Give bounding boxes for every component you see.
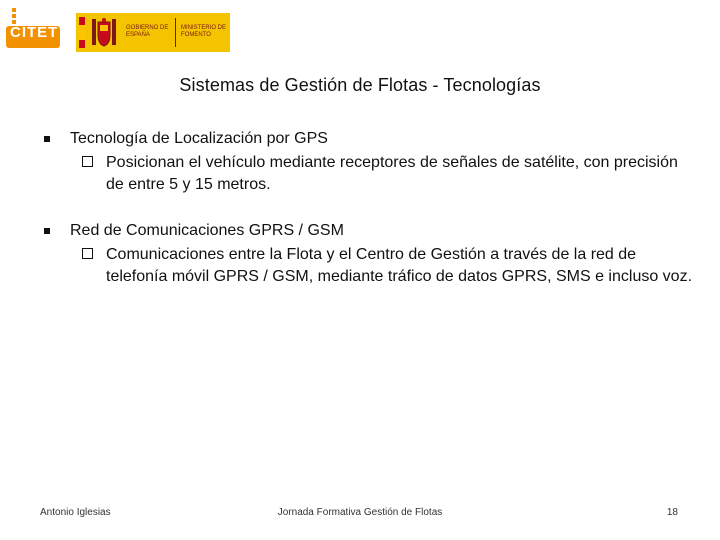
bullet-gps	[40, 128, 700, 196]
sub-bullet-text: Posicionan el vehículo mediante receptores de señales de satélite, con precisión de entre 5 y 15 metros.	[106, 154, 678, 193]
slide-title: Sistemas de Gestión de Flotas - Tecnologías	[179, 75, 541, 95]
gobierno-ministerio-logo	[76, 13, 230, 52]
checkbox-bullet-icon	[82, 248, 93, 259]
sub-bullet	[40, 152, 700, 196]
square-bullet-icon	[44, 228, 50, 234]
slide-content	[40, 128, 700, 312]
square-bullet-icon	[44, 136, 50, 142]
citet-logo-text: CITET	[10, 24, 59, 41]
slide-footer	[0, 507, 720, 523]
bullet-gprs-gsm	[40, 220, 700, 288]
bullet-heading-text: Red de Comunicaciones GPRS / GSM	[70, 222, 344, 239]
gobierno-label: GOBIERNO DE ESPAÑA	[126, 25, 169, 38]
checkbox-bullet-icon	[82, 156, 93, 167]
sub-bullet-text: Comunicaciones entre la Flota y el Centro de Gestión a través de la red de telefonía móvil GPRS / GSM, mediante tráfico de datos GPRS, SMS e incluso voz.	[106, 246, 693, 285]
bullet-heading-text: Tecnología de Localización por GPS	[70, 130, 328, 147]
logo-divider	[175, 18, 176, 47]
footer-author: Antonio Iglesias	[40, 507, 111, 518]
footer-event: Jornada Formativa Gestión de Flotas	[277, 507, 443, 518]
bullet-heading	[40, 220, 700, 242]
coat-of-arms-icon	[90, 17, 118, 48]
bullet-heading	[40, 128, 700, 150]
slide-header	[0, 0, 720, 66]
citet-logo	[4, 4, 62, 60]
spain-flag-icon	[79, 17, 85, 48]
sub-bullet	[40, 244, 700, 288]
footer-page-number: 18	[666, 507, 678, 518]
ministerio-label: MINISTERIO DE FOMENTO	[181, 25, 227, 38]
